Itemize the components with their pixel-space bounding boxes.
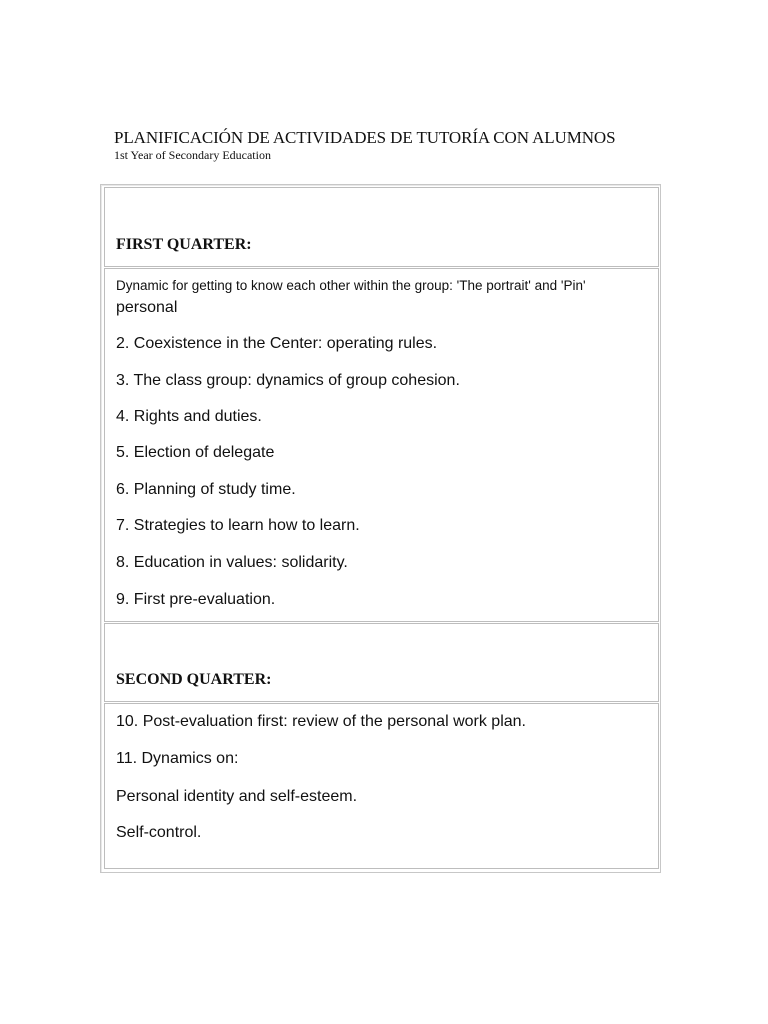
- first-quarter-content-cell: [104, 268, 659, 622]
- document-title: PLANIFICACIÓN DE ACTIVIDADES DE TUTORÍA CON ALUMNOS: [114, 128, 616, 147]
- document-subtitle: 1st Year of Secondary Education: [114, 148, 271, 162]
- first-quarter-heading: FIRST QUARTER:: [116, 236, 252, 253]
- list-item: Self-control.: [116, 824, 202, 841]
- list-item: 8. Education in values: solidarity.: [116, 554, 348, 571]
- list-item: 7. Strategies to learn how to learn.: [116, 517, 360, 534]
- list-item: 3. The class group: dynamics of group cohesion.: [116, 372, 460, 389]
- list-item: personal: [116, 299, 178, 316]
- second-quarter-heading: SECOND QUARTER:: [116, 671, 272, 688]
- document-header: [114, 128, 615, 162]
- second-quarter-content-cell: [104, 703, 659, 869]
- list-item: Personal identity and self-esteem.: [116, 788, 358, 805]
- list-item: 4. Rights and duties.: [116, 408, 262, 425]
- list-item: 5. Election of delegate: [116, 444, 275, 461]
- first-quarter-heading-cell: [104, 187, 659, 267]
- list-item: 2. Coexistence in the Center: operating rules.: [116, 335, 438, 352]
- second-quarter-heading-cell: [104, 623, 659, 702]
- list-item: 10. Post-evaluation first: review of the personal work plan.: [116, 713, 526, 730]
- list-item: 6. Planning of study time.: [116, 481, 296, 498]
- activities-table: [100, 184, 661, 873]
- list-item: Dynamic for getting to know each other within the group: 'The portrait' and 'Pin': [116, 278, 586, 293]
- list-item: 11. Dynamics on:: [116, 750, 239, 767]
- list-item: 9. First pre-evaluation.: [116, 591, 276, 608]
